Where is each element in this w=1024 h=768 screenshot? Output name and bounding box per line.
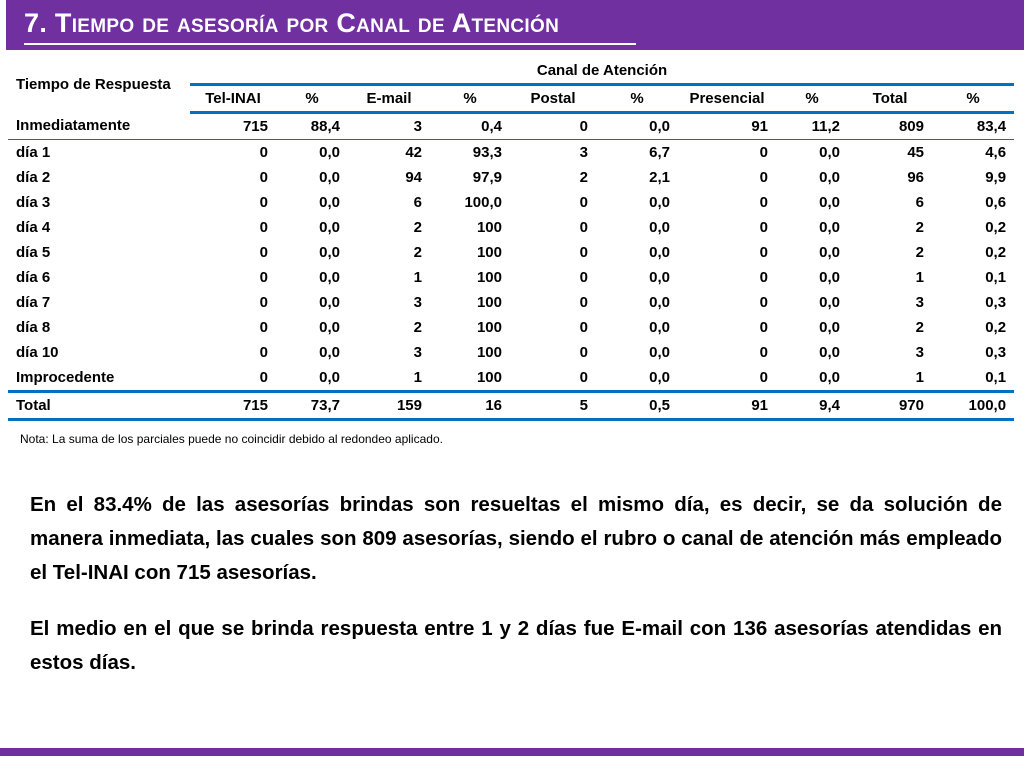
table-cell: 0,0 — [819, 194, 840, 211]
table-cell: 0 — [259, 294, 268, 311]
table-cell: 0,0 — [819, 269, 840, 286]
table-cell: 0,6 — [985, 194, 1007, 211]
table-cell: 100,0 — [932, 392, 1014, 420]
table-body — [8, 113, 1014, 420]
table-row — [8, 365, 1014, 392]
table-cell: 100 — [476, 294, 502, 311]
table-cell: 0 — [510, 113, 596, 140]
table-cell: 2 — [413, 319, 422, 336]
row-label: día 2 — [16, 169, 51, 186]
table-cell: 100,0 — [464, 194, 502, 211]
table-cell: 2 — [579, 169, 588, 186]
table-cell: 6 — [915, 194, 924, 211]
table-cell: 0,0 — [319, 194, 340, 211]
table-cell: 0 — [510, 365, 596, 392]
column-header: % — [430, 85, 510, 113]
table-cell: 715 — [190, 392, 276, 420]
table-cell: 0,0 — [819, 294, 840, 311]
table-cell: 6 — [413, 194, 422, 211]
paragraph-email: El medio en el que se brinda respuesta entre 1 y 2 días fue E-mail con 136 asesorías atendidas en estos días. — [30, 617, 1002, 674]
table-cell: 5 — [510, 392, 596, 420]
bottom-bar — [0, 748, 1024, 756]
row-label: día 5 — [16, 244, 51, 261]
table-cell: 100 — [476, 344, 502, 361]
row-label: Inmediatamente — [8, 113, 190, 140]
column-header: % — [596, 85, 678, 113]
table-cell: 0,0 — [649, 269, 670, 286]
table-cell: 0,0 — [776, 365, 848, 392]
table-cell: 0 — [759, 269, 768, 286]
table-cell: 0,0 — [319, 244, 340, 261]
table-cell: 2 — [915, 219, 924, 236]
table-cell: 0,0 — [819, 344, 840, 361]
table-cell: 3 — [579, 144, 588, 161]
table-cell: 0,0 — [819, 244, 840, 261]
table-row — [8, 340, 1014, 365]
table-cell: 0 — [259, 219, 268, 236]
table-cell: 0,0 — [319, 269, 340, 286]
table-cell: 100 — [476, 244, 502, 261]
table-row — [8, 290, 1014, 315]
column-header: % — [776, 85, 848, 113]
table-cell: 0 — [759, 319, 768, 336]
table-cell: 0 — [579, 194, 588, 211]
row-label: día 8 — [16, 319, 51, 336]
table-cell: 93,3 — [472, 144, 502, 161]
table-row — [8, 240, 1014, 265]
table-cell: 1 — [915, 269, 924, 286]
table-cell: 2 — [915, 244, 924, 261]
table-cell: 0,1 — [932, 365, 1014, 392]
table-cell: 91 — [678, 113, 776, 140]
table-row — [8, 190, 1014, 215]
table-cell: 0 — [259, 194, 268, 211]
column-header: E-mail — [348, 85, 430, 113]
table-cell: 0,0 — [319, 169, 340, 186]
table-cell: 0 — [579, 319, 588, 336]
group-header: Canal de Atención — [190, 58, 1014, 85]
table-cell: 96 — [907, 169, 924, 186]
header-row-group — [8, 58, 1014, 85]
column-header: Total — [848, 85, 932, 113]
row-label: día 3 — [16, 194, 51, 211]
table-cell: 0 — [759, 169, 768, 186]
table-cell: 0,0 — [596, 113, 678, 140]
table-row — [8, 315, 1014, 340]
table-row — [8, 113, 1014, 140]
table-cell: 2 — [915, 319, 924, 336]
table-row-total — [8, 392, 1014, 420]
table-cell: 0,5 — [596, 392, 678, 420]
table-cell: 0,2 — [985, 219, 1007, 236]
table-cell: 0,2 — [985, 244, 1007, 261]
table-cell: 4,6 — [985, 144, 1007, 161]
table-cell: 0,0 — [649, 319, 670, 336]
table-cell: 0,0 — [276, 365, 348, 392]
table-cell: 88,4 — [276, 113, 348, 140]
table-cell: 0,3 — [985, 294, 1007, 311]
table-cell: 6,7 — [649, 144, 670, 161]
table-cell: 0 — [259, 169, 268, 186]
table-cell: 11,2 — [776, 113, 848, 140]
table-cell: 100 — [476, 269, 502, 286]
table-cell: 970 — [848, 392, 932, 420]
table-cell: 3 — [915, 294, 924, 311]
paragraph-summary: En el 83.4% de las asesorías brindas son resueltas el mismo día, es decir, se da solución de manera inmediata, las cuales son 809 asesorías, siendo el rubro o canal de atención más empleado el Tel-INAI con 715 asesorías. — [30, 493, 1002, 584]
table-cell: 9,4 — [776, 392, 848, 420]
table-cell: 0 — [678, 365, 776, 392]
table-cell: 0,0 — [819, 144, 840, 161]
table-cell: 0 — [759, 294, 768, 311]
table-cell: 16 — [430, 392, 510, 420]
row-label: día 1 — [16, 144, 51, 161]
table-cell: 0,3 — [985, 344, 1007, 361]
table-cell: 0 — [259, 269, 268, 286]
table-row — [8, 215, 1014, 240]
row-label: Total — [8, 392, 190, 420]
table-cell: 0,0 — [596, 365, 678, 392]
table-cell: 97,9 — [472, 169, 502, 186]
table-cell: 0 — [579, 344, 588, 361]
table-cell: 0,0 — [649, 344, 670, 361]
table-cell: 0,0 — [319, 344, 340, 361]
table-cell: 0,1 — [985, 269, 1007, 286]
table-cell: 0,0 — [649, 244, 670, 261]
table-row — [8, 165, 1014, 190]
table-cell: 0 — [259, 144, 268, 161]
table-cell: 0,0 — [819, 219, 840, 236]
table-cell: 100 — [430, 365, 510, 392]
table-cell: 0 — [759, 144, 768, 161]
column-header: % — [932, 85, 1014, 113]
table-cell: 73,7 — [276, 392, 348, 420]
table-cell: 0 — [259, 244, 268, 261]
row-label: día 10 — [16, 344, 59, 361]
table-row — [8, 265, 1014, 290]
table-cell: 0,0 — [819, 169, 840, 186]
table-cell: 2 — [413, 219, 422, 236]
table-cell: 0,0 — [319, 294, 340, 311]
page-title: 7. Tiempo de asesoría por Canal de Atención — [24, 8, 560, 38]
row-label: Improcedente — [8, 365, 190, 392]
table-cell: 0 — [579, 244, 588, 261]
table-cell: 0,0 — [819, 319, 840, 336]
table-cell: 0,0 — [319, 144, 340, 161]
table-cell: 809 — [848, 113, 932, 140]
table-cell: 0 — [759, 344, 768, 361]
table-cell: 159 — [348, 392, 430, 420]
column-header: Postal — [510, 85, 596, 113]
table-cell: 0 — [259, 319, 268, 336]
table-cell: 0,0 — [649, 219, 670, 236]
table-cell: 0,0 — [649, 294, 670, 311]
row-label: día 4 — [16, 219, 51, 236]
table-cell: 94 — [405, 169, 422, 186]
table-cell: 1 — [348, 365, 430, 392]
table-cell: 0 — [259, 344, 268, 361]
row-label: día 6 — [16, 269, 51, 286]
table-note: Nota: La suma de los parciales puede no coincidir debido al redondeo aplicado. — [20, 432, 443, 446]
table-cell: 0 — [579, 294, 588, 311]
table-cell: 0 — [759, 194, 768, 211]
table-cell: 0,4 — [430, 113, 510, 140]
table-cell: 1 — [848, 365, 932, 392]
title-bar — [0, 0, 1024, 50]
table-cell: 0 — [759, 244, 768, 261]
table-cell: 91 — [678, 392, 776, 420]
table-cell: 0,0 — [319, 219, 340, 236]
table-cell: 9,9 — [985, 169, 1007, 186]
table-cell: 0 — [759, 219, 768, 236]
table-cell: 100 — [476, 319, 502, 336]
column-header: Presencial — [678, 85, 776, 113]
table-cell: 0,2 — [985, 319, 1007, 336]
table-cell: 3 — [413, 344, 422, 361]
table-cell: 0 — [579, 269, 588, 286]
title-underline — [24, 43, 636, 45]
table-cell: 3 — [348, 113, 430, 140]
table-cell: 42 — [405, 144, 422, 161]
data-table — [8, 58, 1014, 421]
row-header: Tiempo de Respuesta — [16, 76, 171, 93]
table-cell: 3 — [915, 344, 924, 361]
column-header: % — [276, 85, 348, 113]
row-label: día 7 — [16, 294, 51, 311]
table-row — [8, 140, 1014, 166]
table-cell: 0 — [190, 365, 276, 392]
table-cell: 2,1 — [649, 169, 670, 186]
table-cell: 0,0 — [319, 319, 340, 336]
table-cell: 83,4 — [932, 113, 1014, 140]
column-header: Tel-INAI — [190, 85, 276, 113]
table-cell: 2 — [413, 244, 422, 261]
table-cell: 0 — [579, 219, 588, 236]
table-cell: 1 — [413, 269, 422, 286]
table-cell: 45 — [907, 144, 924, 161]
table-cell: 100 — [476, 219, 502, 236]
table-cell: 3 — [413, 294, 422, 311]
title-accent — [0, 0, 6, 50]
table-cell: 0,0 — [649, 194, 670, 211]
table-cell: 715 — [190, 113, 276, 140]
